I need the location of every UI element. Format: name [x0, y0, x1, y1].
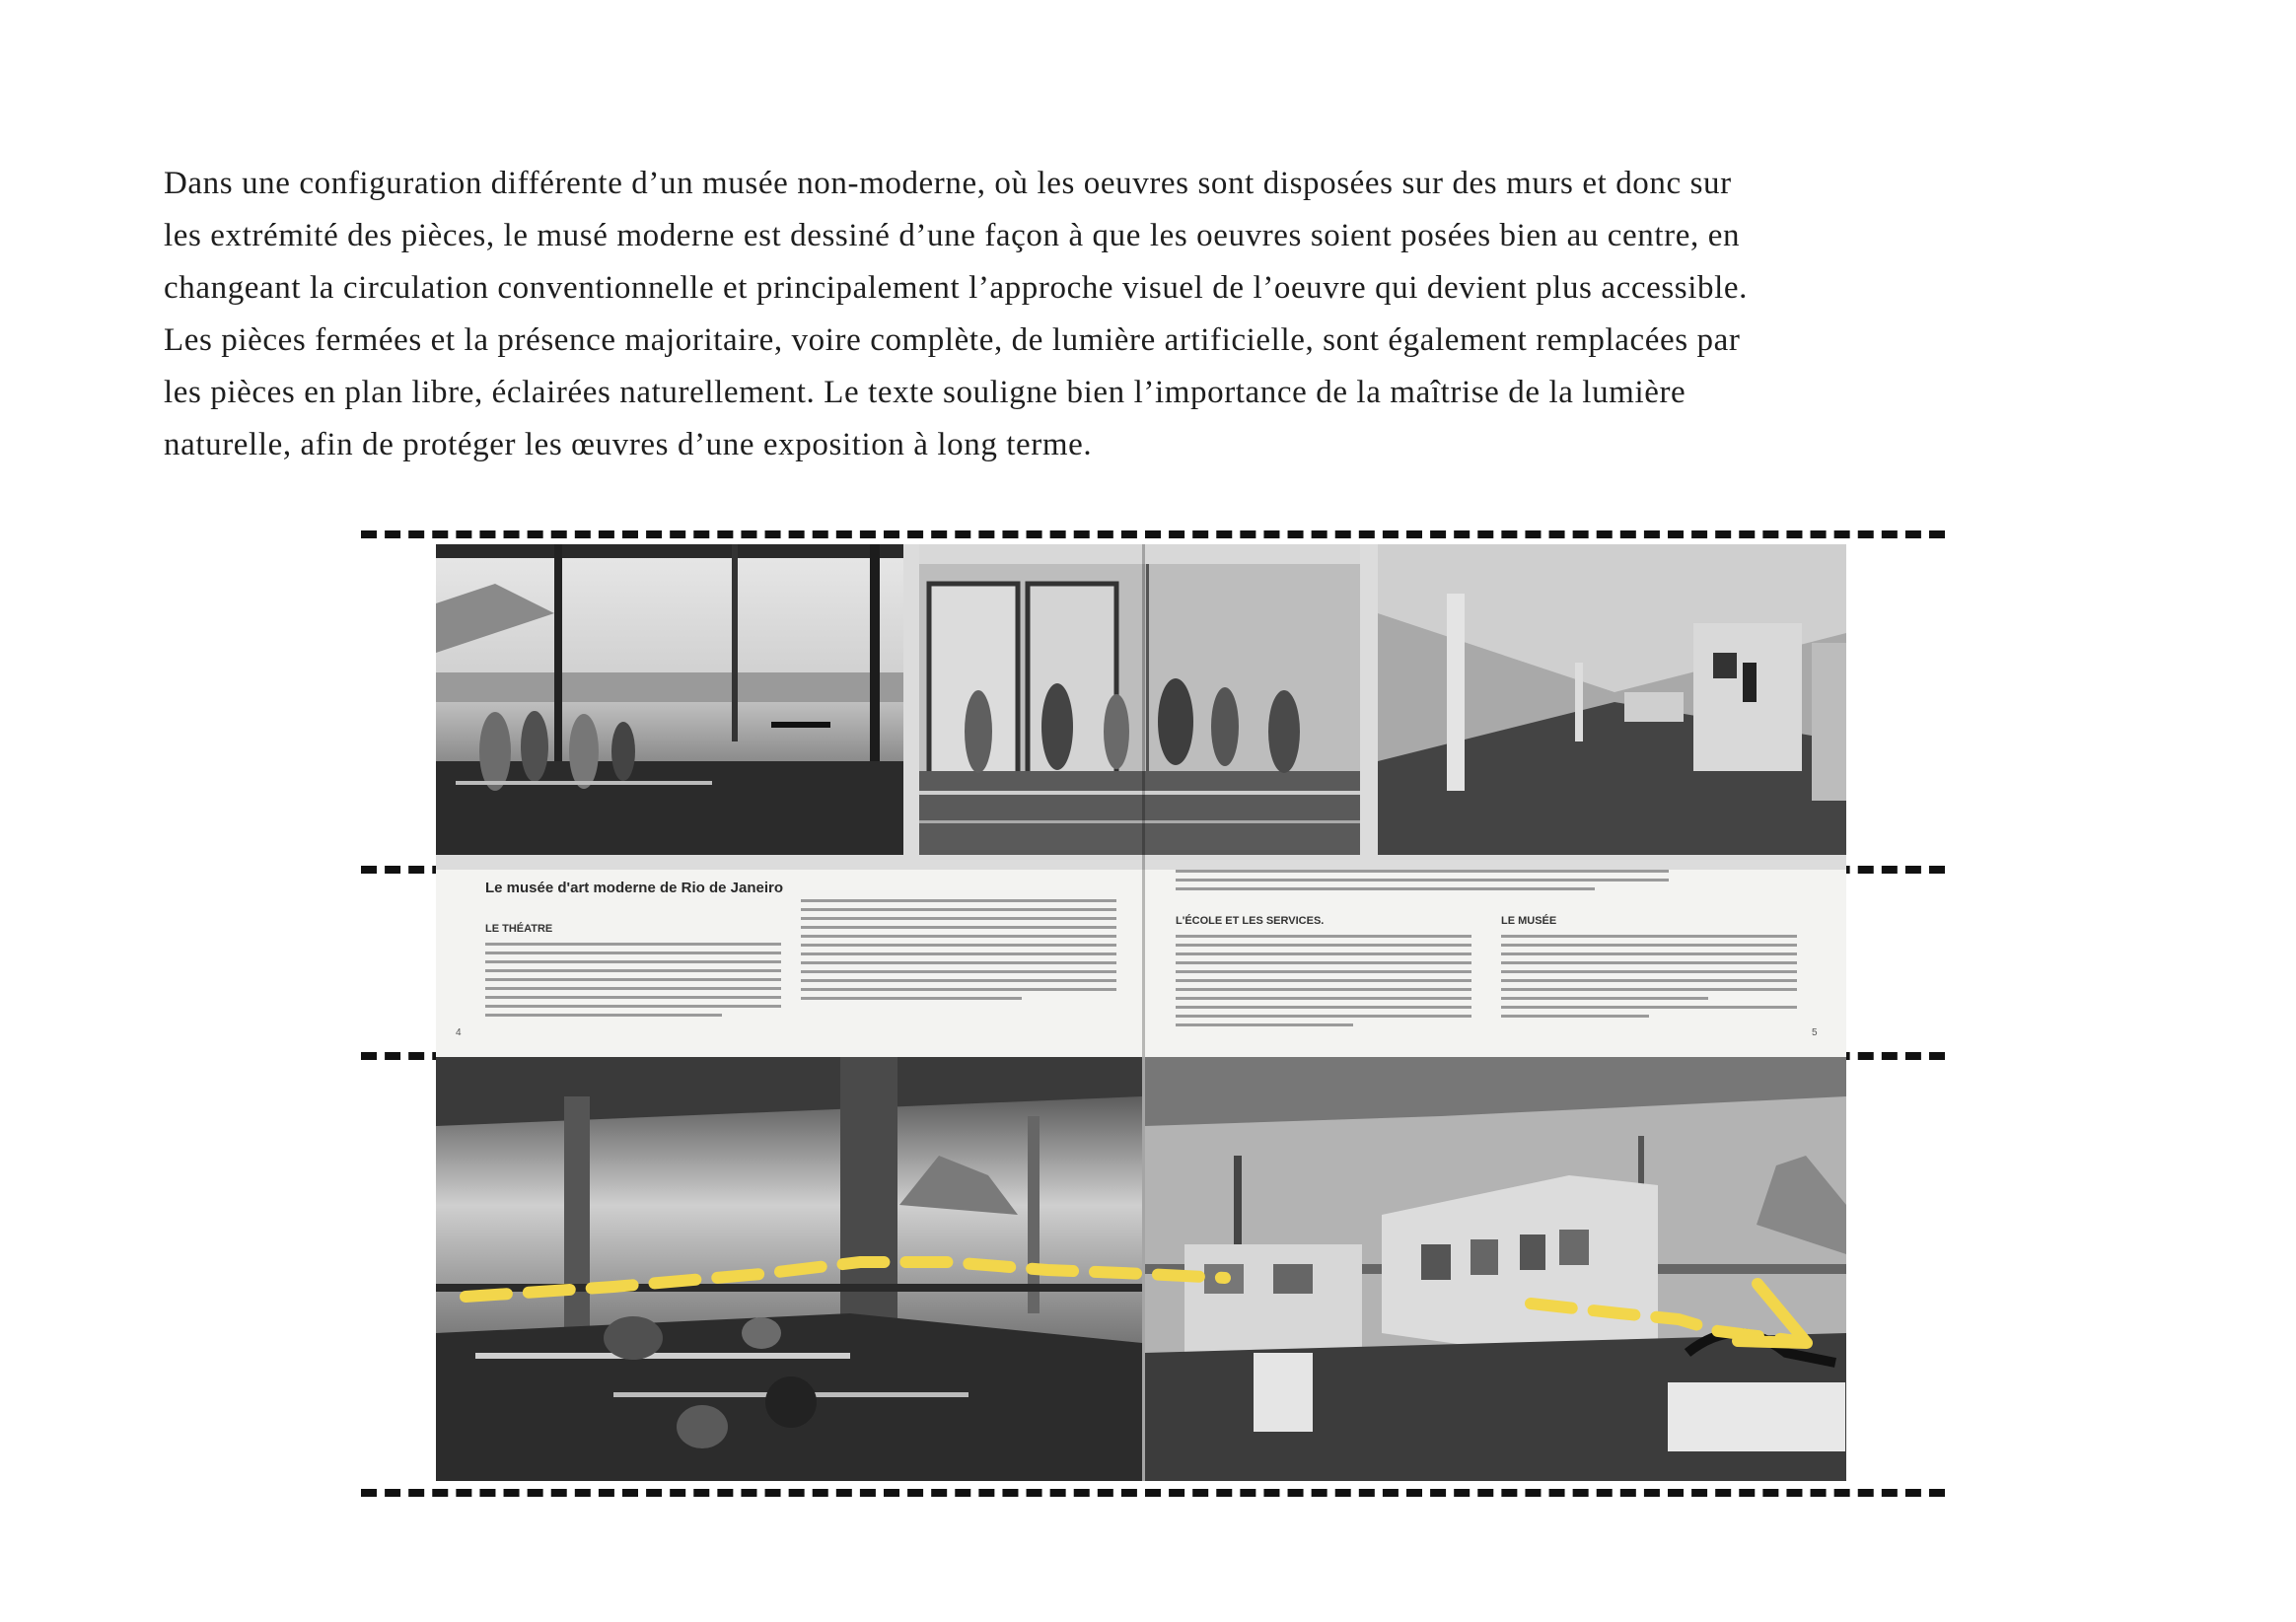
path-segment-left: [466, 1262, 1225, 1297]
paragraph-line: Dans une configuration différente d’un musée non-moderne, où les oeuvres sont disposées sur des murs et donc sur: [164, 166, 1732, 201]
dashed-divider: [361, 1489, 1945, 1497]
paragraph-line: les pièces en plan libre, éclairées naturellement. Le texte souligne bien l’importance de la maîtrise de la lumière: [164, 375, 1686, 410]
section-heading-musee: LE MUSÉE: [1501, 915, 1557, 927]
section-heading-theatre: LE THÉATRE: [485, 923, 553, 935]
text-column: [1501, 935, 1797, 1023]
text-column: [485, 943, 781, 1023]
magazine-text-page: [436, 870, 1846, 1057]
circulation-path-overlay: [436, 1055, 1846, 1371]
photo-vitrine-closeup: [919, 544, 1360, 855]
section-heading-ecole: L'ÉCOLE ET LES SERVICES.: [1176, 915, 1325, 927]
paragraph-line: Les pièces fermées et la présence majoritaire, voire complète, de lumière artificielle, sont également remplacées par: [164, 322, 1741, 358]
page-number-left: 4: [456, 1027, 462, 1038]
text-column: [1176, 870, 1669, 896]
body-paragraph: [164, 158, 2146, 471]
paragraph-line: changeant la circulation conventionnelle et principalement l’approche visuel de l’oeuvre qui devient plus accessible.: [164, 270, 1748, 306]
text-column: [1176, 935, 1471, 1032]
path-segment-right: [1531, 1304, 1797, 1341]
paragraph-line: les extrémité des pièces, le musé moderne est dessiné d’une façon à que les oeuvres soient posées bien au centre, en: [164, 218, 1741, 253]
page-number-right: 5: [1812, 1027, 1818, 1038]
article-title: Le musée d'art moderne de Rio de Janeiro: [485, 880, 783, 896]
dashed-divider: [361, 530, 1945, 538]
photo-exhibition-hall: [1378, 544, 1846, 855]
paragraph-line: naturelle, afin de protéger les œuvres d’une exposition à long terme.: [164, 427, 1093, 462]
photo-vitrines-sea-view: [436, 544, 903, 855]
text-column: [801, 899, 1116, 1006]
